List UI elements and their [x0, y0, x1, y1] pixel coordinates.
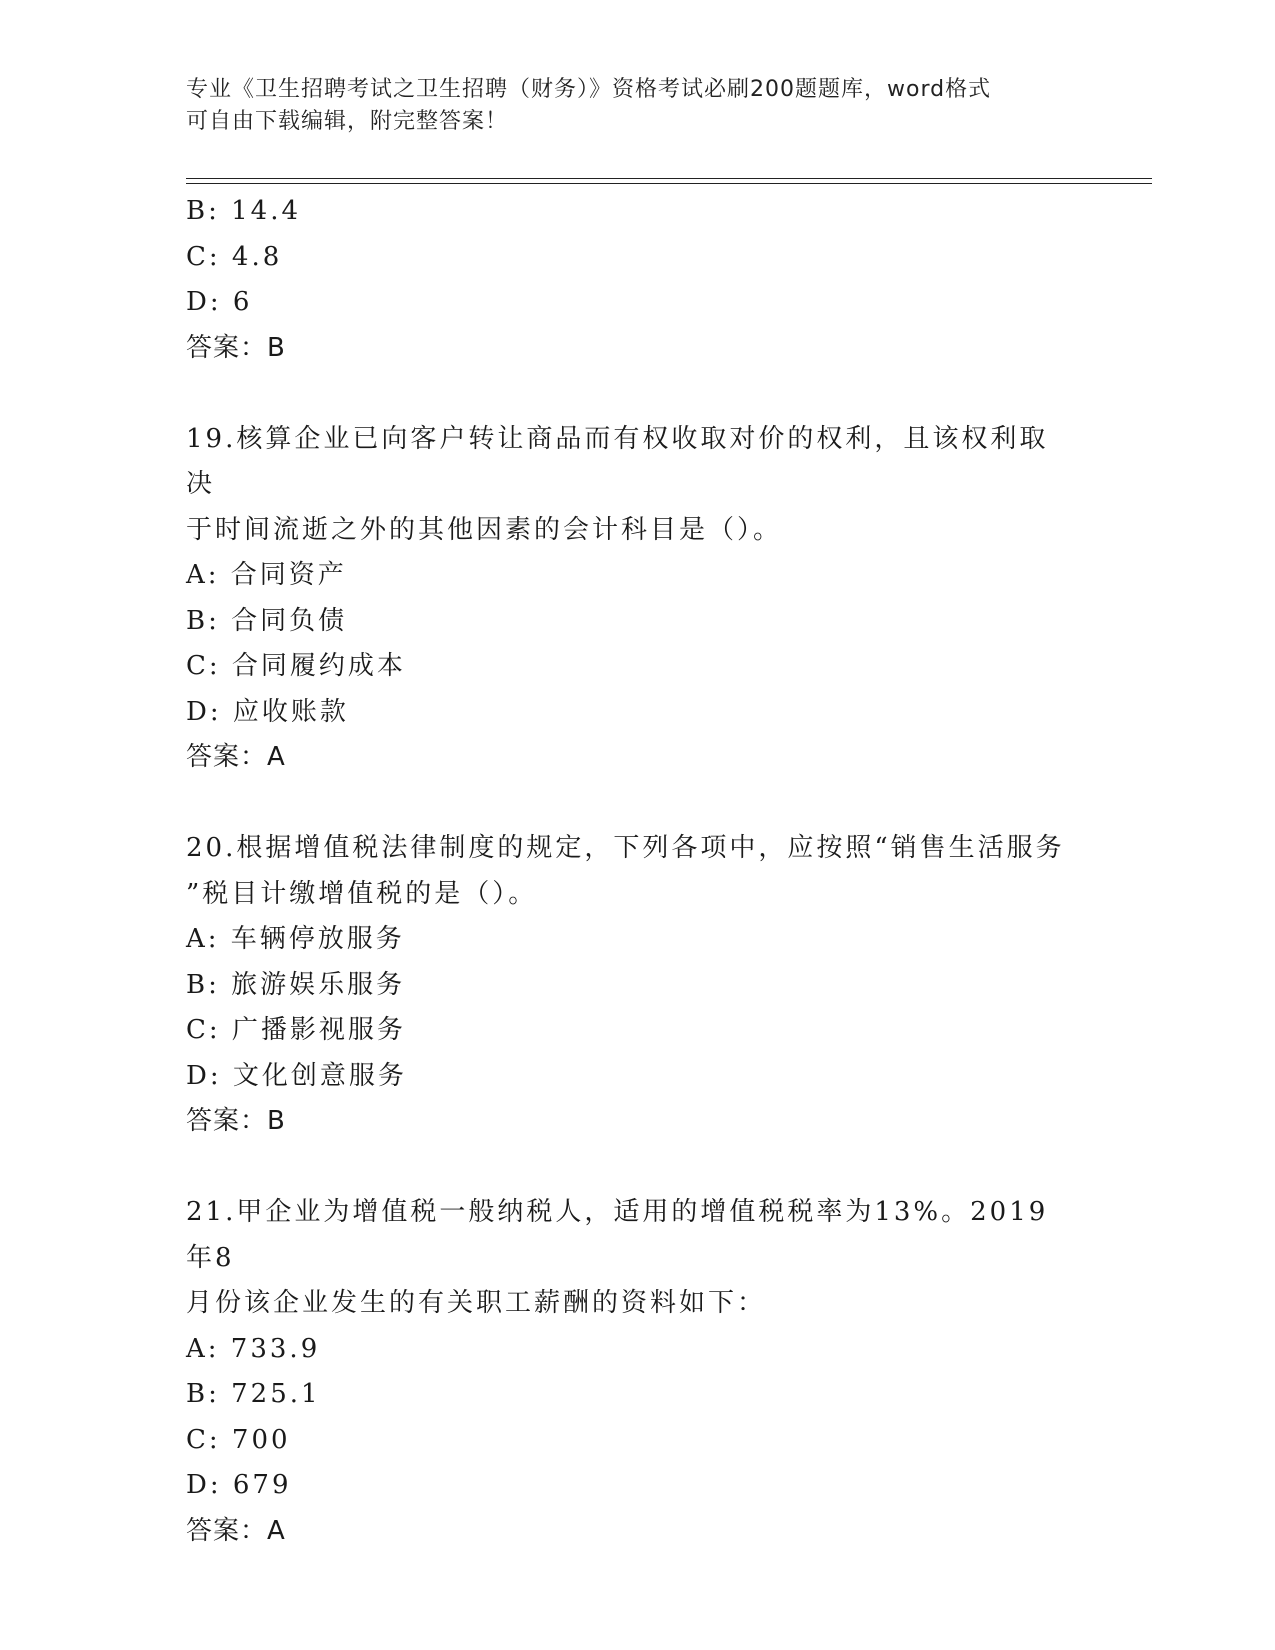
- option-c: C: 4.8: [186, 241, 283, 272]
- spacer: [186, 1145, 1086, 1191]
- question-text-line-2: 于时间流逝之外的其他因素的会计科目是（）。: [186, 514, 783, 545]
- option-c: C: 700: [186, 1424, 291, 1455]
- option-d: D: 6: [186, 287, 253, 317]
- option-b: B: 14.4: [186, 196, 302, 226]
- answer: 答案：B: [186, 332, 286, 363]
- question-text-line-2: 月份该企业发生的有关职工薪酬的资料如下：: [186, 1288, 767, 1318]
- document-body: [186, 189, 1086, 1554]
- question-text-line-2: ”税目计缴增值税的是（）。: [186, 878, 538, 909]
- spacer: [186, 781, 1086, 827]
- option-a: A: 合同资产: [186, 560, 347, 590]
- answer: 答案：A: [186, 1515, 286, 1546]
- spacer: [186, 371, 1086, 417]
- option-c: C: 广播影视服务: [186, 1015, 406, 1045]
- option-a: A: 车辆停放服务: [186, 924, 405, 954]
- answer: 答案：A: [186, 742, 286, 772]
- option-c: C: 合同履约成本: [186, 651, 406, 681]
- question-text-line-1: 19.核算企业已向客户转让商品而有权收取对价的权利，且该权利取决: [186, 423, 1049, 499]
- header-rule-bottom: [186, 183, 1152, 184]
- option-d: D: 679: [186, 1470, 292, 1500]
- document-header: [186, 74, 1066, 138]
- header-line-2: 可自由下载编辑，附完整答案！: [186, 109, 509, 134]
- question-text-line-1: 20.根据增值税法律制度的规定，下列各项中，应按照“销售生活服务: [186, 833, 1065, 863]
- option-d: D: 应收账款: [186, 696, 349, 727]
- option-d: D: 文化创意服务: [186, 1060, 407, 1091]
- option-b: B: 合同负债: [186, 605, 348, 636]
- answer: 答案：B: [186, 1106, 286, 1136]
- header-line-1: 专业《卫生招聘考试之卫生招聘（财务）》资格考试必刷200题题库，word格式: [186, 77, 992, 102]
- question-text-line-1: 21.甲企业为增值税一般纳税人，适用的增值税税率为13%。2019年8: [186, 1197, 1049, 1273]
- option-b: B: 旅游娱乐服务: [186, 969, 406, 1000]
- question-20: [186, 826, 1086, 1145]
- option-b: B: 725.1: [186, 1379, 321, 1409]
- header-rule-top: [186, 178, 1152, 179]
- question-21: [186, 1190, 1086, 1554]
- option-a: A: 733.9: [186, 1333, 321, 1364]
- question-19: [186, 417, 1086, 781]
- question-18: [186, 189, 1086, 371]
